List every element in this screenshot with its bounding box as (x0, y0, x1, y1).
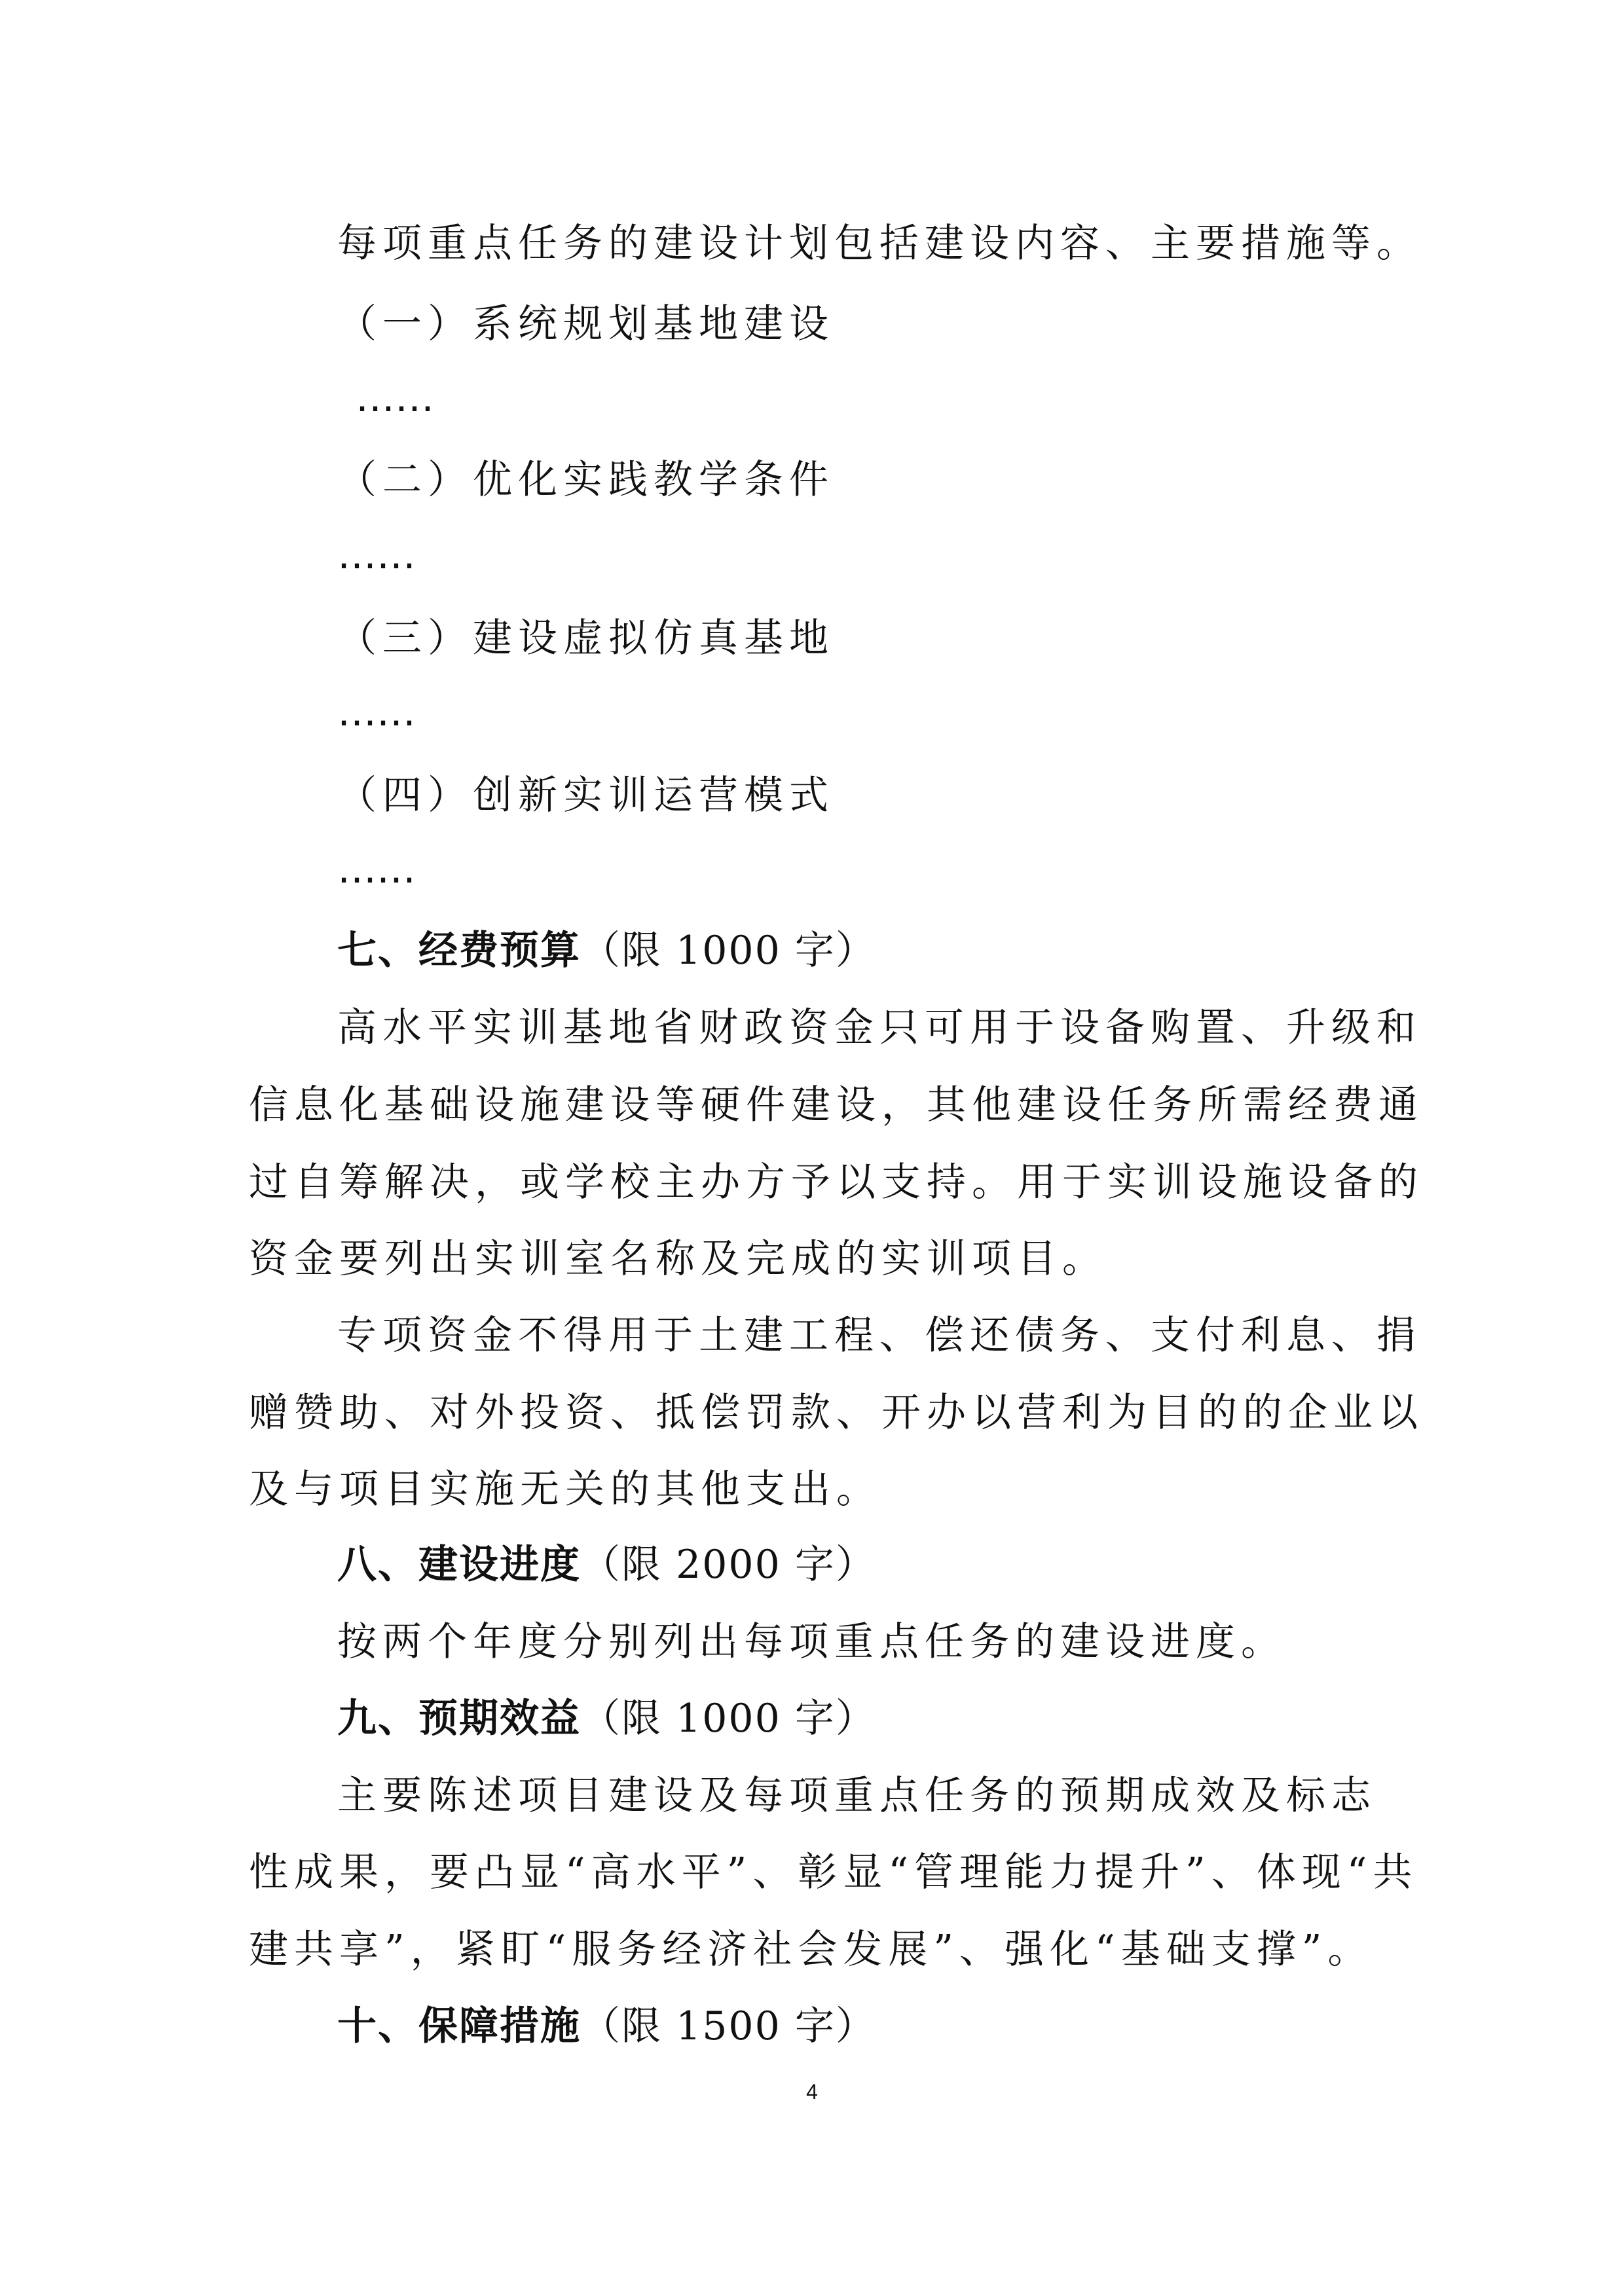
section-8-limit: （限 2000 字） (581, 1542, 876, 1588)
section-7-p1-line4: 资金要列出实训室名称及完成的实训项目。 (249, 1236, 1107, 1282)
section-9-title: 九、预期效益 (337, 1696, 581, 1741)
subsection-3-title: （三）建设虚拟仿真基地 (337, 615, 834, 661)
section-9-p1-line2: 性成果，要凸显“高水平”、彰显“管理能力提升”、体现“共 (249, 1850, 1418, 1895)
section-10-title: 十、保障措施 (337, 2003, 581, 2049)
section-7-p1-line1: 高水平实训基地省财政资金只可用于设备购置、升级和 (337, 1005, 1422, 1051)
section-7-p1-line2: 信息化基础设施建设等硬件建设，其他建设任务所需经费通 (249, 1082, 1424, 1128)
subsection-2-ellipsis: …… (337, 532, 416, 578)
page-number: 4 (806, 2080, 818, 2104)
section-7-limit: （限 1000 字） (581, 928, 876, 974)
section-9-limit: （限 1000 字） (581, 1696, 876, 1741)
section-9-p1-line3: 建共享”，紧盯“服务经济社会发展”、强化“基础支撑”。 (249, 1927, 1373, 1973)
subsection-2-title: （二）优化实践教学条件 (337, 457, 834, 503)
section-8-p1-line1: 按两个年度分别列出每项重点任务的建设进度。 (337, 1619, 1286, 1665)
section-10-limit: （限 1500 字） (581, 2003, 876, 2049)
section-10-heading (337, 2000, 876, 2052)
section-7-p2-line2: 赠赞助、对外投资、抵偿罚款、开办以营利为目的的企业以 (249, 1390, 1424, 1436)
section-7-heading (337, 924, 876, 977)
section-9-p1-line1: 主要陈述项目建设及每项重点任务的预期成效及标志 (337, 1773, 1376, 1819)
subsection-3-ellipsis: …… (337, 689, 416, 735)
section-8-heading (337, 1539, 876, 1591)
intro-paragraph: 每项重点任务的建设计划包括建设内容、主要措施等。 (337, 221, 1422, 266)
subsection-4-ellipsis: …… (337, 847, 416, 892)
subsection-4-title: （四）创新实训运营模式 (337, 773, 834, 818)
section-7-title: 七、经费预算 (337, 928, 581, 974)
section-9-heading (337, 1692, 876, 1745)
section-7-p2-line3: 及与项目实施无关的其他支出。 (249, 1467, 881, 1512)
subsection-1-title: （一）系统规划基地建设 (337, 301, 834, 347)
section-7-p1-line3: 过自筹解决，或学校主办方予以支持。用于实训设施设备的 (249, 1159, 1424, 1205)
subsection-1-ellipsis: …… (356, 375, 434, 421)
section-8-title: 八、建设进度 (337, 1542, 581, 1588)
section-7-p2-line1: 专项资金不得用于土建工程、偿还债务、支付利息、捐 (337, 1313, 1422, 1358)
